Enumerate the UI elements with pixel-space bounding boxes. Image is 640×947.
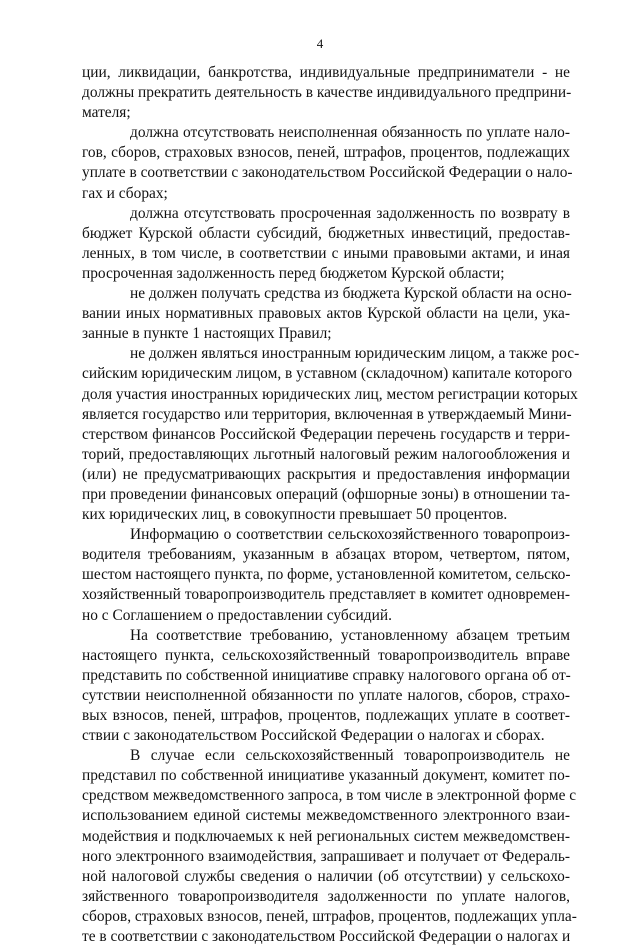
text-line: шестом настоящего пункта, по форме, установленной комитетом, сельско- [82,566,571,584]
text-line: ленных, в том числе, в соответствии с иными правовыми актами, и иная [82,244,570,262]
document-body [82,63,580,947]
text-line: уплате в соответствии с законодательством Российской Федерации о нало- [82,164,573,182]
text-line: те в соответствии с законодательством Российской Федерации о налогах и [82,928,571,946]
text-line: представить по собственной инициативе справку налогового органа об от- [82,666,571,684]
text-line: занные в пункте 1 настоящих Правил; [82,325,332,343]
text-line: просроченная задолженность перед бюджетом Курской области; [82,264,505,282]
text-line: стерством финансов Российской Федерации перечень государств и терри- [82,425,570,443]
text-line: не должен являться иностранным юридическим лицом, а также рос- [130,345,580,363]
text-line: Информацию о соответствии сельскохозяйственного товаропроиз- [130,526,570,544]
text-line: бюджет Курской области субсидий, бюджетных инвестиций, предостав- [82,224,570,242]
text-line: модействия и подключаемых к ней региональных систем межведомствен- [82,827,570,845]
text-line: но с Соглашением о предоставлении субсидий. [82,606,392,624]
text-line: сборов, страховых взносов, пеней, штрафов, процентов, подлежащих упла- [82,907,577,925]
text-line: представил по собственной инициативе указанный документ, комитет по- [82,767,570,785]
text-line: средством межведомственного запроса, в том числе в электронной форме с [82,787,577,805]
text-line: вых взносов, пеней, штрафов, процентов, подлежащих уплате в соответ- [82,707,570,724]
text-line: На соответствие требованию, установленному абзацем третьим [130,626,570,644]
text-line: водителя требованиям, указанным в абзацах втором, четвертом, пятом, [82,546,570,564]
page-number: 4 [316,36,324,51]
text-line: зяйственного товаропроизводителя задолженности по уплате налогов, [82,887,570,905]
text-line: должны прекратить деятельность в качестве индивидуального предприни- [82,84,572,102]
text-line: вании иных нормативных правовых актов Курской области на цели, ука- [82,305,570,323]
text-line: использованием единой системы межведомственного электронного взаи- [82,807,570,825]
text-line: должна отсутствовать неисполненная обязанность по уплате нало- [130,124,570,142]
text-line: ствии с законодательством Российской Федерации о налогах и сборах. [82,727,545,745]
text-line: доля участия иностранных юридических лиц, местом регистрации которых [82,385,578,403]
text-line: ной налоговой службы сведения о наличии (об отсутствии) у сельскохо- [82,867,570,885]
text-line: при проведении финансовых операций (офшорные зоны) в отношении та- [82,485,570,503]
text-line: сийским юридическим лицом, в уставном (складочном) капитале которого [82,365,573,383]
text-line: ного электронного взаимодействия, запрашивает и получает от Федераль- [82,847,570,865]
text-line: В случае если сельскохозяйственный товаропроизводитель не [130,747,570,765]
text-line: хозяйственный товаропроизводитель представляет в комитет одновремен- [82,586,570,604]
text-line: настоящего пункта, сельскохозяйственный товаропроизводитель вправе [82,646,570,664]
text-line: ких юридических лиц, в совокупности превышает 50 процентов. [82,506,508,524]
text-line: ции, ликвидации, банкротства, индивидуальные предприниматели - не [82,64,570,81]
text-line: гов, сборов, страховых взносов, пеней, штрафов, процентов, подлежащих [82,144,570,162]
text-line: (или) не предусматривающих раскрытия и предоставления информации [82,465,570,483]
text-line: должна отсутствовать просроченная задолженность по возврату в [130,204,570,222]
text-line: является государство или территория, включенная в утверждаемый Мини- [82,405,572,423]
text-line: не должен получать средства из бюджета Курской области на осно- [130,285,572,303]
text-line: торий, предоставляющих льготный налоговый режим налогообложения и [82,445,570,463]
text-line: мателя; [82,104,131,122]
text-line: гах и сборах; [82,184,168,202]
text-line: сутствии неисполненной обязанности по уплате налогов, сборов, страхо- [82,686,570,704]
